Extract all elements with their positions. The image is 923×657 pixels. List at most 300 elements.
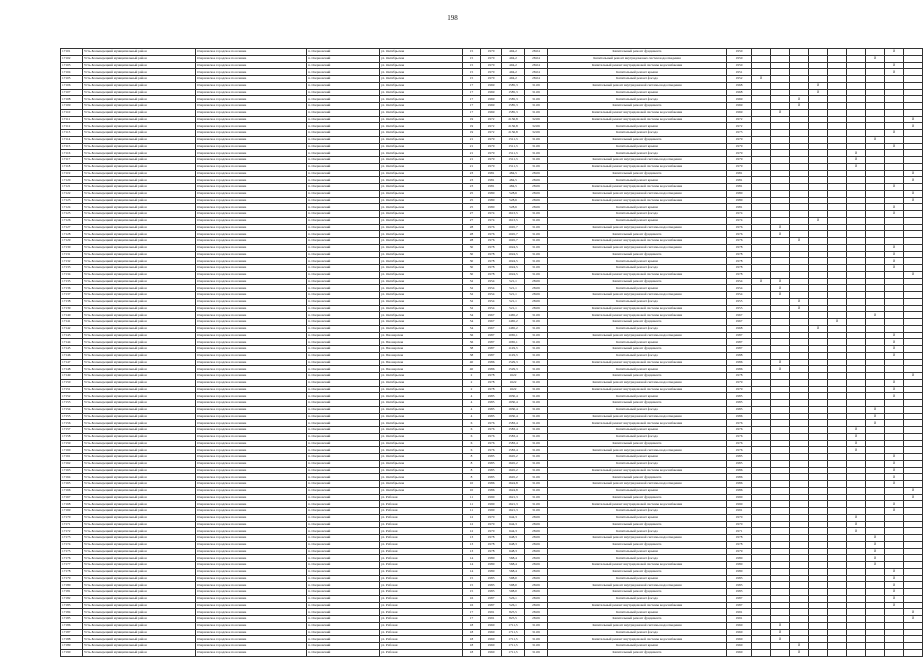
district-cell: Усть-Большерецкий муниципальный район — [83, 211, 196, 218]
date-cell: 28.06 — [525, 204, 548, 211]
table-row — [61, 190, 923, 197]
mark-cell — [809, 379, 828, 386]
mark-cell — [790, 535, 809, 542]
mark-cell: X — [885, 258, 904, 265]
area-cell: 1529,3 — [502, 359, 525, 366]
year-built-cell: 1969 — [481, 103, 502, 110]
settlement-cell: Озерновское городское поселение — [196, 103, 307, 110]
mark-cell — [904, 406, 923, 413]
mark-cell — [752, 420, 771, 427]
district-cell: Усть-Большерецкий муниципальный район — [83, 204, 196, 211]
table-row — [61, 494, 923, 501]
mark-cell — [771, 265, 790, 272]
mark-cell — [828, 143, 847, 150]
table-row — [61, 258, 923, 265]
mark-cell — [885, 420, 904, 427]
date-cell: 31.06 — [525, 494, 548, 501]
mark-cell — [809, 96, 828, 103]
house-number-cell: 15 — [463, 76, 481, 83]
plan-year-cell: 1979 — [727, 143, 752, 150]
mark-cell — [904, 69, 923, 76]
mark-cell — [885, 562, 904, 569]
row-number-cell: 17187 — [61, 629, 83, 636]
mark-cell — [771, 123, 790, 130]
district-cell: Усть-Большерецкий муниципальный район — [83, 76, 196, 83]
mark-cell — [809, 393, 828, 400]
house-number-cell: 28 — [463, 224, 481, 231]
mark-cell — [885, 123, 904, 130]
settlement-cell: Озерновское городское поселение — [196, 69, 307, 76]
settlement-cell: Озерновское городское поселение — [196, 238, 307, 245]
settlement-cell: Озерновское городское поселение — [196, 62, 307, 69]
mark-cell — [809, 609, 828, 616]
mark-cell — [904, 231, 923, 238]
area-cell: 644,3 — [502, 514, 525, 521]
work-type-cell: Капитальный ремонт фундамента — [548, 373, 727, 380]
mark-cell — [904, 562, 923, 569]
plan-year-cell: 1988 — [727, 352, 752, 359]
mark-cell — [904, 103, 923, 110]
mark-cell — [904, 508, 923, 515]
mark-cell — [847, 224, 866, 231]
row-number-cell: 17131 — [61, 251, 83, 258]
street-cell: ул. Октябрьская — [380, 427, 463, 434]
settlement-cell: Озерновское городское поселение — [196, 568, 307, 575]
work-type-cell: Капитальный ремонт крыши — [548, 258, 727, 265]
mark-cell: X — [904, 116, 923, 123]
table-row — [61, 400, 923, 407]
mark-cell — [809, 271, 828, 278]
street-cell: ул. Октябрьская — [380, 454, 463, 461]
mark-cell — [885, 514, 904, 521]
mark-cell — [809, 231, 828, 238]
mark-cell — [847, 535, 866, 542]
street-cell: ул. Октябрьская — [380, 400, 463, 407]
settlement-cell: Озерновское городское поселение — [196, 177, 307, 184]
mark-cell — [809, 649, 828, 656]
row-number-cell: 17163 — [61, 467, 83, 474]
date-cell: 31.06 — [525, 325, 548, 332]
mark-cell — [790, 352, 809, 359]
work-type-cell: Капитальный ремонт фундамента — [548, 136, 727, 143]
mark-cell — [847, 312, 866, 319]
year-built-cell: 1970 — [481, 514, 502, 521]
house-number-cell: 16 — [463, 602, 481, 609]
mark-cell — [866, 373, 885, 380]
area-cell: 1621,3 — [502, 494, 525, 501]
row-number-cell: 17119 — [61, 170, 83, 177]
work-type-cell: Капитальный ремонт фасада — [548, 629, 727, 636]
mark-cell — [771, 400, 790, 407]
year-built-cell: 1979 — [481, 157, 502, 164]
work-type-cell: Капитальный ремонт фундамента — [548, 649, 727, 656]
mark-cell — [771, 325, 790, 332]
date-cell: 31.06 — [525, 265, 548, 272]
mark-cell — [828, 582, 847, 589]
mark-cell — [828, 481, 847, 488]
mark-cell — [847, 319, 866, 326]
mark-cell — [866, 204, 885, 211]
mark-cell — [885, 609, 904, 616]
table-row — [61, 501, 923, 508]
mark-cell — [904, 298, 923, 305]
year-built-cell: 1985 — [481, 406, 502, 413]
mark-cell — [752, 82, 771, 89]
mark-cell — [771, 413, 790, 420]
table-row — [61, 535, 923, 542]
mark-cell — [828, 602, 847, 609]
settlement-cell: Озерновское городское поселение — [196, 352, 307, 359]
year-built-cell: 1978 — [481, 548, 502, 555]
district-cell: Усть-Большерецкий муниципальный район — [83, 271, 196, 278]
mark-cell — [847, 285, 866, 292]
plan-year-cell: 1978 — [727, 535, 752, 542]
mark-cell — [885, 55, 904, 62]
mark-cell — [752, 62, 771, 69]
mark-cell — [885, 163, 904, 170]
house-number-cell: 17 — [463, 89, 481, 96]
table-row — [61, 136, 923, 143]
work-type-cell: Капитальный ремонт крыши — [548, 366, 727, 373]
row-number-cell: 17118 — [61, 163, 83, 170]
plan-year-cell: 1960 — [727, 622, 752, 629]
mark-cell — [847, 460, 866, 467]
mark-cell — [904, 440, 923, 447]
mark-cell — [752, 481, 771, 488]
mark-cell — [809, 346, 828, 353]
mark-cell: X — [847, 514, 866, 521]
work-type-cell: Капитальный ремонт внутридомовой системы водоотведения — [548, 379, 727, 386]
district-cell: Усть-Большерецкий муниципальный район — [83, 130, 196, 137]
work-type-cell: Капитальный ремонт фасада — [548, 555, 727, 562]
mark-cell: X — [885, 251, 904, 258]
mark-cell — [809, 406, 828, 413]
mark-cell: X — [771, 231, 790, 238]
mark-cell — [790, 440, 809, 447]
table-row — [61, 555, 923, 562]
work-type-cell: Капитальный ремонт фундамента — [548, 521, 727, 528]
mark-cell — [771, 190, 790, 197]
mark-cell — [847, 278, 866, 285]
year-built-cell: 1980 — [481, 190, 502, 197]
mark-cell — [904, 184, 923, 191]
mark-cell — [847, 636, 866, 643]
mark-cell — [866, 325, 885, 332]
mark-cell — [809, 150, 828, 157]
mark-cell — [790, 467, 809, 474]
mark-cell — [885, 298, 904, 305]
mark-cell — [752, 116, 771, 123]
mark-cell — [866, 109, 885, 116]
house-number-cell: 8 — [463, 454, 481, 461]
mark-cell — [866, 298, 885, 305]
area-cell: 521,1 — [502, 278, 525, 285]
settlement-cell: Озерновское городское поселение — [196, 82, 307, 89]
street-cell: ул. Октябрьская — [380, 204, 463, 211]
table-row — [61, 548, 923, 555]
house-number-cell: 21 — [463, 157, 481, 164]
area-cell: 521,1 — [502, 285, 525, 292]
work-type-cell: Капитальный ремонт внутридомовой системы водоснабжения — [548, 359, 727, 366]
work-type-cell: Капитальный ремонт внутридомовой системы водоотведения — [548, 157, 727, 164]
mark-cell — [866, 629, 885, 636]
mark-cell — [866, 130, 885, 137]
plan-year-cell: 1983 — [727, 575, 752, 582]
year-built-cell: 1983 — [481, 575, 502, 582]
mark-cell: X — [771, 224, 790, 231]
plan-year-cell: 1978 — [727, 373, 752, 380]
mark-cell — [866, 143, 885, 150]
house-number-cell: 17 — [463, 109, 481, 116]
house-number-cell: 19 — [463, 116, 481, 123]
settlement-cell: Озерновское городское поселение — [196, 562, 307, 569]
mark-cell — [790, 170, 809, 177]
house-number-cell: 36 — [463, 332, 481, 339]
work-type-cell: Капитальный ремонт внутридомовой системы водоснабжения — [548, 163, 727, 170]
work-type-cell: Капитальный ремонт внутридомовой системы водоснабжения — [548, 116, 727, 123]
table-row — [61, 89, 923, 96]
date-cell: 31.06 — [525, 96, 548, 103]
plan-year-cell: 1987 — [727, 602, 752, 609]
year-built-cell: 1960 — [481, 636, 502, 643]
house-number-cell: 38 — [463, 352, 481, 359]
mark-cell — [790, 602, 809, 609]
town-cell: п. Озерновский — [307, 528, 380, 535]
date-cell: 31.06 — [525, 649, 548, 656]
district-cell: Усть-Большерецкий муниципальный район — [83, 69, 196, 76]
row-number-cell: 17161 — [61, 454, 83, 461]
work-type-cell: Капитальный ремонт внутридомовой системы водоотведения — [548, 622, 727, 629]
settlement-cell: Озерновское городское поселение — [196, 339, 307, 346]
mark-cell — [828, 649, 847, 656]
town-cell: п. Озерновский — [307, 541, 380, 548]
mark-cell: X — [904, 271, 923, 278]
town-cell: п. Озерновский — [307, 420, 380, 427]
mark-cell — [847, 204, 866, 211]
row-number-cell: 17165 — [61, 481, 83, 488]
year-built-cell: 1979 — [481, 163, 502, 170]
town-cell: п. Озерновский — [307, 501, 380, 508]
settlement-cell: Озерновское городское поселение — [196, 123, 307, 130]
street-cell: ул. Октябрьская — [380, 103, 463, 110]
area-cell: 825,5 — [502, 616, 525, 623]
mark-cell — [809, 285, 828, 292]
mark-cell — [828, 643, 847, 650]
mark-cell — [847, 123, 866, 130]
street-cell: ул. Октябрьская — [380, 312, 463, 319]
mark-cell — [847, 386, 866, 393]
date-cell: 28.06 — [525, 535, 548, 542]
mark-cell: X — [809, 82, 828, 89]
mark-cell — [790, 278, 809, 285]
mark-cell — [885, 528, 904, 535]
work-type-cell: Капитальный ремонт фасада — [548, 352, 727, 359]
settlement-cell: Озерновское городское поселение — [196, 595, 307, 602]
mark-cell — [809, 123, 828, 130]
mark-cell — [790, 123, 809, 130]
street-cell: ул. Октябрьская — [380, 460, 463, 467]
work-type-cell: Капитальный ремонт внутридомовой системы водоотведения — [548, 535, 727, 542]
street-cell: ул. Рабочая — [380, 622, 463, 629]
district-cell: Усть-Большерецкий муниципальный район — [83, 123, 196, 130]
street-cell: ул. Рабочая — [380, 629, 463, 636]
area-cell: 1930,4 — [502, 406, 525, 413]
mark-cell — [809, 568, 828, 575]
plan-year-cell: 1970 — [727, 514, 752, 521]
mark-cell — [809, 292, 828, 299]
mark-cell — [752, 555, 771, 562]
date-cell: 28.06 — [525, 292, 548, 299]
mark-cell — [828, 238, 847, 245]
mark-cell — [771, 352, 790, 359]
year-built-cell: 1972 — [481, 116, 502, 123]
table-row — [61, 82, 923, 89]
date-cell: 28.06 — [525, 298, 548, 305]
row-number-cell: 17188 — [61, 636, 83, 643]
street-cell: ул. Октябрьская — [380, 420, 463, 427]
mark-cell — [847, 393, 866, 400]
year-built-cell: 1976 — [481, 427, 502, 434]
date-cell: 28.06 — [525, 575, 548, 582]
year-built-cell: 1990 — [481, 494, 502, 501]
street-cell: ул. Пионерская — [380, 339, 463, 346]
mark-cell — [752, 400, 771, 407]
mark-cell — [847, 217, 866, 224]
house-number-cell: 28 — [463, 231, 481, 238]
mark-cell — [885, 325, 904, 332]
plan-year-cell: 1979 — [727, 548, 752, 555]
mark-cell — [904, 555, 923, 562]
settlement-cell: Озерновское городское поселение — [196, 474, 307, 481]
town-cell: п. Озерновский — [307, 609, 380, 616]
settlement-cell: Озерновское городское поселение — [196, 325, 307, 332]
year-built-cell: 1960 — [481, 643, 502, 650]
mark-cell — [809, 116, 828, 123]
mark-cell — [904, 136, 923, 143]
district-cell: Усть-Большерецкий муниципальный район — [83, 595, 196, 602]
year-built-cell: 1974 — [481, 217, 502, 224]
year-built-cell: 1985 — [481, 467, 502, 474]
table-row — [61, 265, 923, 272]
mark-cell — [866, 609, 885, 616]
row-number-cell: 17169 — [61, 508, 83, 515]
mark-cell — [866, 467, 885, 474]
mark-cell — [752, 265, 771, 272]
mark-cell — [866, 460, 885, 467]
mark-cell — [790, 265, 809, 272]
mark-cell — [752, 238, 771, 245]
row-number-cell: 17180 — [61, 582, 83, 589]
plan-year-cell: 1972 — [727, 123, 752, 130]
house-number-cell: 15 — [463, 62, 481, 69]
town-cell: п. Озерновский — [307, 157, 380, 164]
row-number-cell: 17117 — [61, 157, 83, 164]
row-number-cell: 17110 — [61, 109, 83, 116]
street-cell: ул. Рабочая — [380, 508, 463, 515]
area-cell: 1465,2 — [502, 325, 525, 332]
area-cell: 1583,4 — [502, 447, 525, 454]
table-row — [61, 460, 923, 467]
mark-cell: X — [885, 568, 904, 575]
table-row — [61, 76, 923, 83]
mark-cell — [771, 319, 790, 326]
settlement-cell: Озерновское городское поселение — [196, 609, 307, 616]
street-cell: ул. Рабочая — [380, 589, 463, 596]
year-built-cell: 1969 — [481, 109, 502, 116]
town-cell: п. Озерновский — [307, 170, 380, 177]
mark-cell — [790, 406, 809, 413]
mark-cell — [790, 629, 809, 636]
street-cell: ул. Рабочая — [380, 616, 463, 623]
mark-cell — [752, 433, 771, 440]
mark-cell: X — [847, 433, 866, 440]
plan-year-cell: 1951 — [727, 69, 752, 76]
mark-cell — [847, 649, 866, 656]
mark-cell — [790, 177, 809, 184]
mark-cell — [828, 49, 847, 56]
mark-cell — [790, 609, 809, 616]
town-cell: п. Озерновский — [307, 312, 380, 319]
mark-cell — [809, 575, 828, 582]
house-number-cell: 15 — [463, 589, 481, 596]
date-cell: 31.06 — [525, 244, 548, 251]
area-cell: 1711,5 — [502, 629, 525, 636]
table-row — [61, 406, 923, 413]
date-cell: 28.06 — [525, 555, 548, 562]
settlement-cell: Озерновское городское поселение — [196, 55, 307, 62]
date-cell: 31.06 — [525, 487, 548, 494]
row-number-cell: 17124 — [61, 204, 83, 211]
row-number-cell: 17159 — [61, 440, 83, 447]
year-built-cell: 1969 — [481, 82, 502, 89]
mark-cell — [790, 562, 809, 569]
work-type-cell: Капитальный ремонт внутридомовой системы водоснабжения — [548, 238, 727, 245]
mark-cell — [904, 427, 923, 434]
mark-cell — [752, 501, 771, 508]
district-cell: Усть-Большерецкий муниципальный район — [83, 136, 196, 143]
mark-cell — [828, 163, 847, 170]
plan-year-cell: 1987 — [727, 346, 752, 353]
mark-cell — [771, 136, 790, 143]
district-cell: Усть-Большерецкий муниципальный район — [83, 190, 196, 197]
year-built-cell: 1969 — [481, 89, 502, 96]
district-cell: Усть-Большерецкий муниципальный район — [83, 251, 196, 258]
district-cell: Усть-Большерецкий муниципальный район — [83, 217, 196, 224]
mark-cell — [752, 244, 771, 251]
year-built-cell: 1978 — [481, 535, 502, 542]
street-cell: ул. Октябрьская — [380, 440, 463, 447]
mark-cell: X — [885, 508, 904, 515]
mark-cell — [904, 332, 923, 339]
mark-cell — [752, 447, 771, 454]
mark-cell — [847, 589, 866, 596]
mark-cell — [790, 339, 809, 346]
mark-cell — [752, 643, 771, 650]
area-cell: 2156,8 — [502, 116, 525, 123]
area-cell: 568,4 — [502, 568, 525, 575]
mark-cell — [771, 103, 790, 110]
mark-cell — [828, 386, 847, 393]
year-built-cell: 1987 — [481, 339, 502, 346]
table-row — [61, 420, 923, 427]
table-row — [61, 541, 923, 548]
mark-cell — [904, 150, 923, 157]
mark-cell: X — [771, 636, 790, 643]
mark-cell — [904, 55, 923, 62]
mark-cell — [752, 474, 771, 481]
year-built-cell: 1976 — [481, 433, 502, 440]
area-cell: 1622 — [502, 386, 525, 393]
